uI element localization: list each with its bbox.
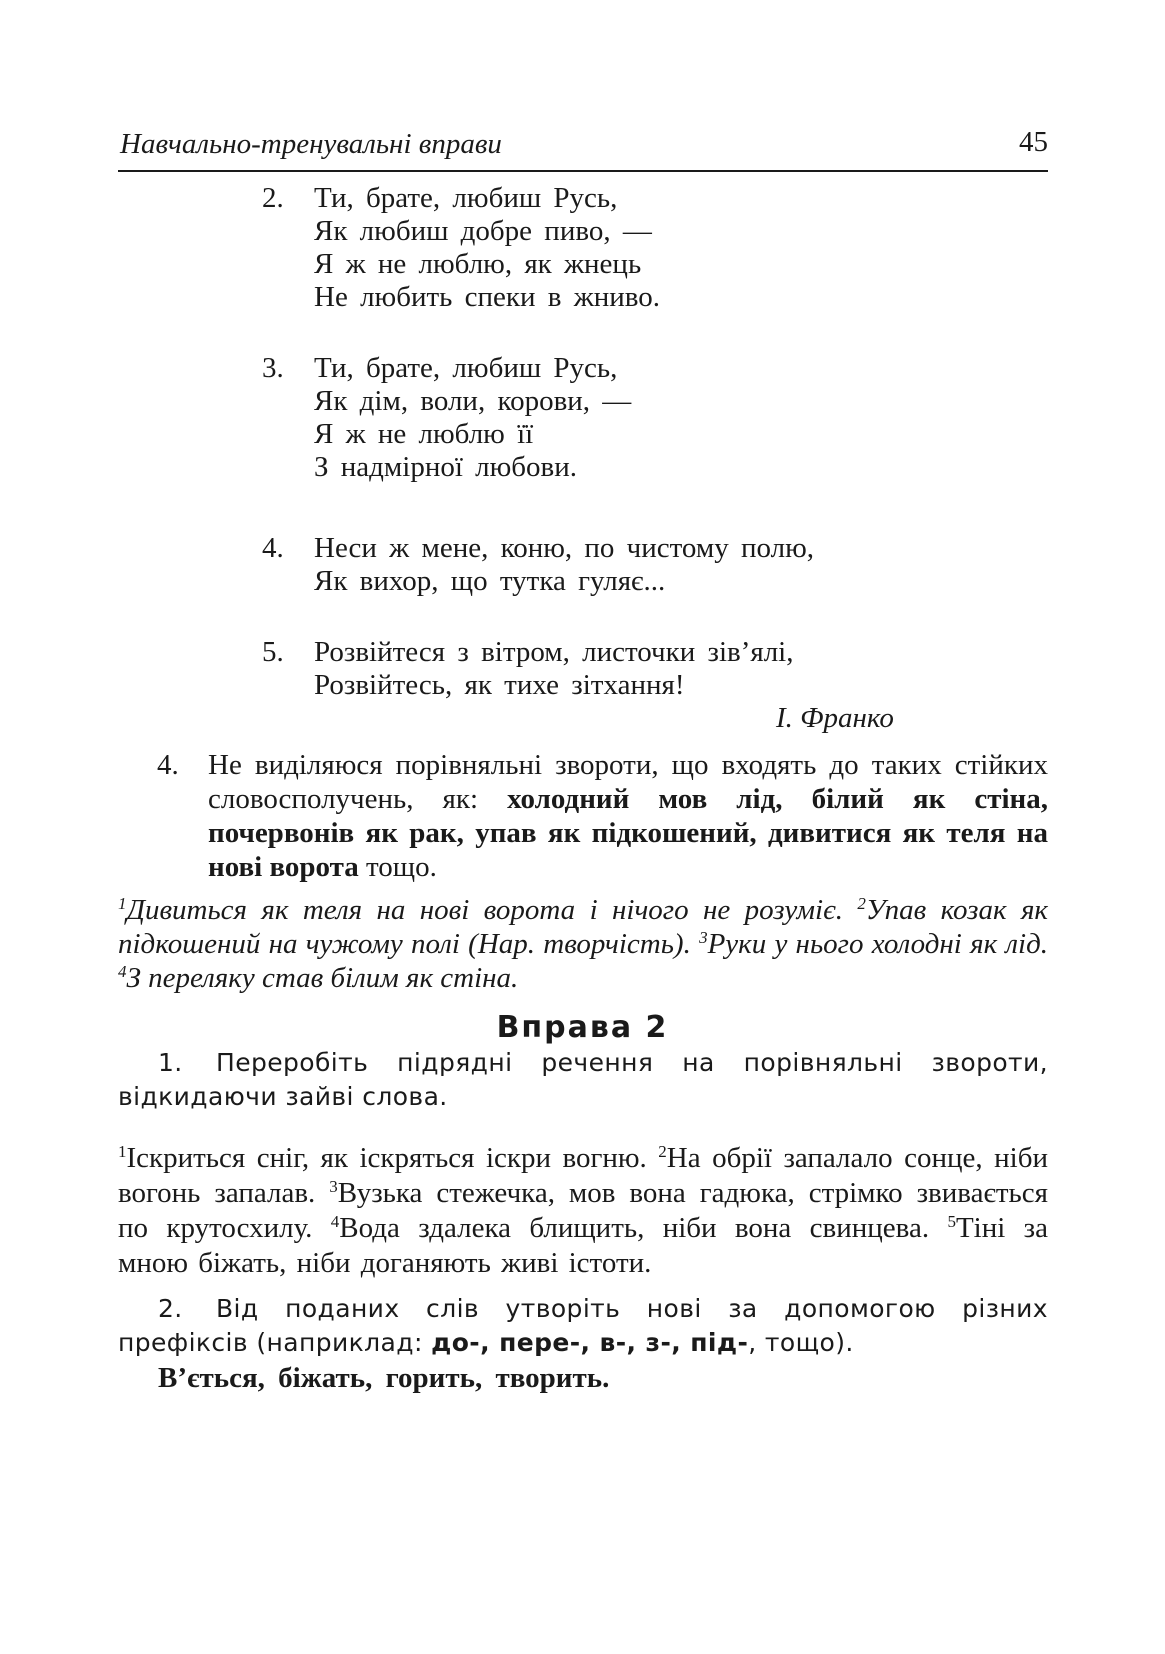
example-sentence: Упав козак як підкошений на чужому полі (Нар. творчість). [118, 894, 1048, 960]
task-text-end: , тощо). [748, 1328, 854, 1357]
poem-line: Розвійтесь, як тихе зітхання! [314, 669, 685, 701]
sentence-index: 2 [658, 1142, 667, 1161]
poem-line: Як вихор, що тутка гуляє... [314, 565, 666, 597]
sentence-index: 3 [329, 1177, 338, 1196]
running-title: Навчально-тренувальні вправи [120, 128, 502, 160]
poem-line: Не любить спеки в жниво. [314, 281, 661, 313]
poem-author: І. Франко [776, 702, 894, 734]
sentence-index: 1 [118, 1142, 127, 1161]
example-sentence: Руки у нього холодні як лід. [707, 928, 1048, 960]
task-number: 1. [158, 1048, 183, 1077]
task-text: Від поданих слів утворіть нові за допомогою різних префіксів (наприклад: [118, 1294, 1048, 1357]
task-sentence: На обрії запалало сонце, ніби вогонь запалав. [118, 1142, 1048, 1209]
page-header [118, 122, 1048, 172]
poem-line: Як любиш добре пиво, — [314, 215, 652, 247]
task-sentence: Іскриться сніг, як іскряться іскри вогню. [126, 1142, 659, 1174]
item-number: 4. [157, 749, 179, 781]
task-sentence: Тіні за мною біжать, ніби доганяють живі істоти. [118, 1212, 1048, 1279]
rule-item-4 [152, 748, 1048, 884]
word-list: В’ється, біжать, горить, творить. [158, 1362, 610, 1394]
task-number: 2. [158, 1294, 183, 1323]
task-1 [118, 1046, 1048, 1114]
task-sentence: Вода здалека блищить, ніби вона свинцева. [339, 1212, 948, 1244]
example-sentence: Дивиться як теля на нові ворота і нічого не розуміє. [126, 894, 858, 926]
stanza-number: 3. [262, 352, 284, 384]
stanza-number: 5. [262, 636, 284, 668]
poem-line: Як дім, воли, корови, — [314, 385, 632, 417]
poem-line: З надмірної любови. [314, 451, 578, 483]
sentence-index: 1 [118, 894, 127, 913]
stanza-number: 4. [262, 532, 284, 564]
examples-paragraph [118, 893, 1048, 995]
task-2 [118, 1292, 1048, 1360]
sentence-index: 4 [330, 1212, 340, 1231]
rule-examples-bold: холодний мов лід, білий як стіна, почервонів як рак, упав як підкошений, дивитися як теля на нові ворота [208, 783, 1048, 883]
poem-line: Ти, брате, любиш Русь, [314, 182, 618, 214]
rule-text-end: тощо. [358, 851, 437, 883]
example-sentence: З переляку став білим як стіна. [126, 962, 519, 994]
prefix-list: до-, пере-, в-, з-, під- [431, 1328, 749, 1357]
sentence-index: 5 [947, 1212, 956, 1231]
poem-line: Розвійтеся з вітром, листочки зів’ялі, [314, 636, 794, 668]
task-sentence: Вузька стежечка, мов вона гадюка, стрімко звивається по крутосхилу. [118, 1177, 1048, 1244]
page-number: 45 [1019, 126, 1048, 158]
poem-line: Ти, брате, любиш Русь, [314, 352, 618, 384]
task-text: Переробіть підрядні речення на порівняльні звороти, відкидаючи зайві слова. [118, 1048, 1048, 1111]
rule-text: Не виділяюся порівняльні звороти, що входять до таких стійких словосполучень, як: [208, 749, 1048, 815]
poem-line: Я ж не люблю її [314, 418, 534, 450]
sentence-index: 4 [118, 962, 127, 981]
sentence-index: 3 [699, 928, 708, 947]
stanza-number: 2. [262, 182, 284, 214]
exercise-heading: Вправа 2 [496, 1010, 669, 1045]
poem-line: Неси ж мене, коню, по чистому полю, [314, 532, 814, 564]
sentence-index: 2 [857, 894, 866, 913]
poem-line: Я ж не люблю, як жнець [314, 248, 642, 280]
task-1-sentences [118, 1141, 1048, 1281]
